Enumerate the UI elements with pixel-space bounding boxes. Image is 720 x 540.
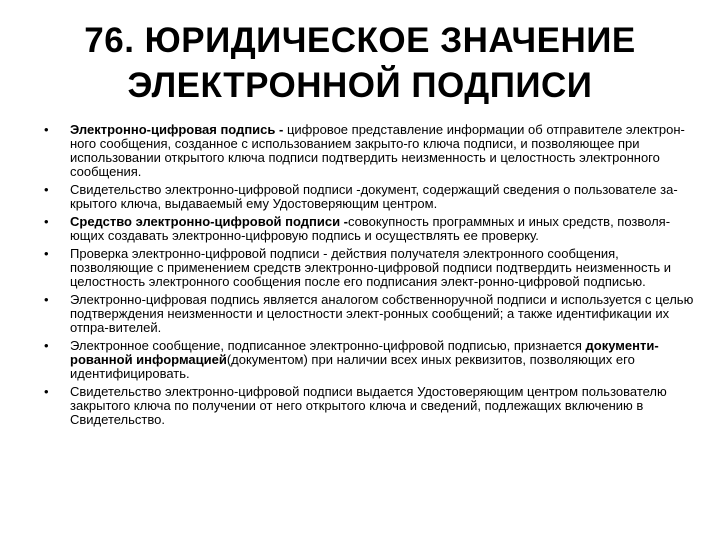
slide-title bbox=[0, 0, 720, 108]
bullet-icon: • bbox=[44, 292, 49, 307]
bullet-item bbox=[44, 183, 694, 211]
bullet-item bbox=[44, 339, 694, 381]
bullet-icon: • bbox=[44, 214, 49, 229]
bullet-text: Проверка электронно-цифровой подписи - действия получателя электронного сообщения, позволяющие с применением средств электронно-цифровой подписи подтвердить неизменность и целостность электронного сообщения после его подписания элект-ронно-цифровой подписью. bbox=[70, 246, 672, 289]
bullet-icon: • bbox=[44, 246, 49, 261]
bullet-list bbox=[0, 123, 720, 427]
slide-title-line1: 76. ЮРИДИЧЕСКОЕ ЗНАЧЕНИЕ bbox=[84, 21, 636, 60]
bullet-text: Электронное сообщение, подписанное электронно-цифровой подписью, признается документи-рованной информацией(документом) при наличии всех иных реквизитов, позволяющих его идентифицировать. bbox=[70, 338, 659, 381]
bullet-item bbox=[44, 293, 694, 335]
bullet-text: Средство электронно-цифровой подписи -совокупность программных и иных средств, позволя-ющих создавать электронно-цифровую подпись и осуществлять ее проверку. bbox=[70, 214, 671, 243]
bullet-item bbox=[44, 215, 694, 243]
bullet-text: Свидетельство электронно-цифровой подписи выдается Удостоверяющим центром пользователю закрытого ключа по получении от него открытого ключа и сведений, подлежащих включению в Свидетельство. bbox=[70, 384, 667, 427]
bullet-icon: • bbox=[44, 338, 49, 353]
bullet-text: Электронно-цифровая подпись является аналогом собственноручной подписи и используется с целью подтверждения неизменности и целостности элект-ронных сообщений; а также идентификации их отпра-вителей. bbox=[70, 292, 694, 335]
bullet-item bbox=[44, 385, 694, 427]
bullet-icon: • bbox=[44, 182, 49, 197]
bullet-icon: • bbox=[44, 122, 49, 137]
slide-title-line2: ЭЛЕКТРОННОЙ ПОДПИСИ bbox=[127, 66, 593, 105]
bullet-text: Электронно-цифровая подпись - цифровое представление информации об отправителе электрон-ного сообщения, созданное с использованием закрыто-го ключа подписи, и позволяющее при использовании открытого ключа подписи подтвердить неизменность и целостность электронного сообщения. bbox=[70, 122, 685, 179]
bullet-item bbox=[44, 247, 694, 289]
bullet-icon: • bbox=[44, 384, 49, 399]
bullet-text: Свидетельство электронно-цифровой подписи -документ, содержащий сведения о пользователе за-крытого ключа, выдаваемый ему Удостоверяющим центром. bbox=[70, 182, 678, 211]
bullet-item bbox=[44, 123, 694, 179]
